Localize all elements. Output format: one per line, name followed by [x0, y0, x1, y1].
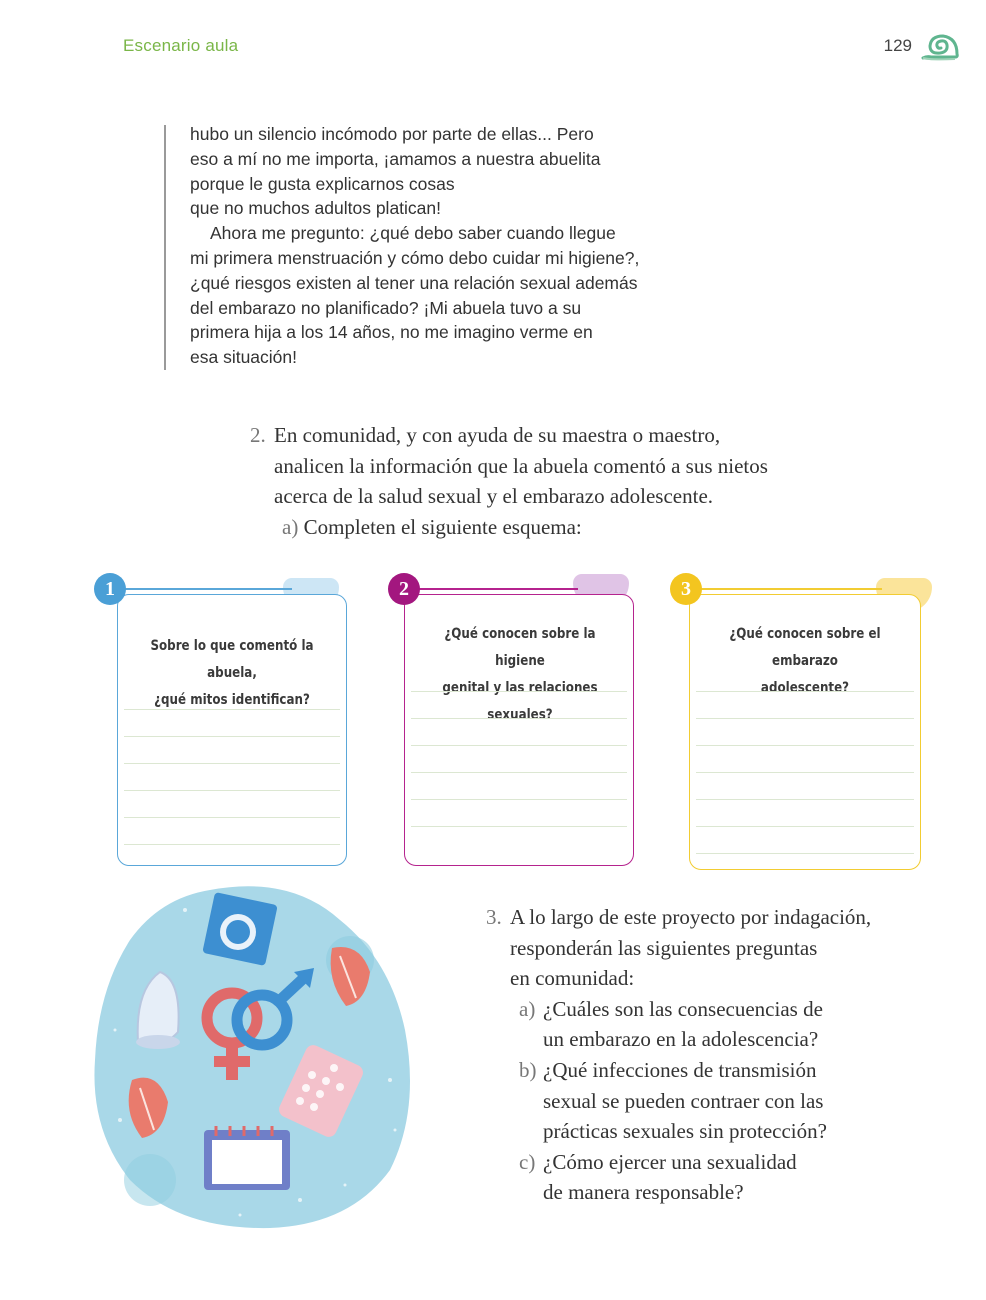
calendar-icon — [204, 1126, 290, 1190]
question-line: ¿Qué infecciones de transmisión — [543, 1057, 817, 1082]
card-question-line: Sobre lo que comentó la abuela, — [150, 638, 314, 681]
card-connector — [418, 588, 578, 590]
quote-line: Ahora me pregunto: ¿qué debo saber cuando llegue — [210, 223, 616, 244]
activity-line: En comunidad, y con ayuda de su maestra o maestro, — [274, 423, 721, 447]
question-a — [519, 994, 906, 1055]
quote-line: mi primera menstruación y cómo debo cuidar mi higiene?, — [190, 247, 640, 268]
quote-line: eso a mí no me importa, ¡amamos a nuestra abuelita — [190, 148, 601, 169]
card-question-line: ¿Qué conocen sobre la higiene — [444, 626, 596, 669]
condom-package-icon — [202, 892, 277, 966]
card-number-badge: 2 — [388, 573, 420, 605]
quote-line: que no muchos adultos platican! — [190, 198, 441, 219]
quote-text — [190, 122, 660, 370]
sub-letter: a) — [282, 514, 299, 539]
card-number-badge: 3 — [670, 573, 702, 605]
activity-3 — [486, 902, 906, 1208]
question-c — [519, 1147, 906, 1208]
question-line: ¿Cómo ejercer una sexualidad — [543, 1149, 797, 1174]
scheme-card-2 — [404, 594, 634, 866]
activity-line: A lo largo de este proyecto por indagación, — [510, 905, 872, 929]
section-title: Escenario aula — [123, 36, 239, 55]
activity-number: 2. — [250, 423, 266, 447]
card-question-line: genital y las relaciones sexuales? — [442, 680, 598, 723]
answer-lines[interactable] — [696, 665, 914, 854]
card-connector — [700, 588, 882, 590]
quote-line: hubo un silencio incómodo por parte de ellas... Pero — [190, 124, 594, 144]
card-question-line: ¿Qué conocen sobre el embarazo — [729, 626, 881, 669]
answer-lines[interactable] — [411, 665, 627, 827]
card-question-line: adolescente? — [760, 680, 850, 696]
quote-bar — [164, 125, 166, 370]
activity-line: responderán las siguientes preguntas — [510, 935, 818, 960]
question-letter: c) — [519, 1149, 536, 1174]
sub-text: Completen el siguiente esquema: — [303, 514, 582, 539]
question-line: de manera responsable? — [543, 1180, 744, 1205]
scheme-card-1 — [117, 594, 347, 866]
quote-line: del embarazo no planificado? ¡Mi abuela tuvo a su — [190, 297, 582, 318]
page-number: 129 — [883, 36, 912, 55]
question-line: un embarazo en la adolescencia? — [543, 1027, 819, 1052]
activity-line: analicen la información que la abuela comentó a sus nietos — [274, 453, 768, 478]
quote-line: ¿qué riesgos existen al tener una relación sexual además — [190, 272, 638, 293]
question-line: sexual se pueden contraer con las — [543, 1088, 824, 1113]
question-line: ¿Cuáles son las consecuencias de — [543, 996, 823, 1021]
question-letter: b) — [519, 1057, 537, 1082]
scheme-card-3 — [689, 594, 921, 870]
quote-line: esa situación! — [190, 347, 298, 368]
quote-line: primera hija a los 14 años, no me imagino verme en — [190, 322, 593, 343]
sexual-health-illustration — [90, 880, 420, 1230]
question-letter: a) — [519, 996, 536, 1021]
answer-lines[interactable] — [124, 683, 340, 845]
quote-line: porque le gusta explicarnos cosas — [190, 173, 455, 194]
card-connector — [124, 588, 292, 590]
question-line: prácticas sexuales sin protección? — [543, 1119, 827, 1144]
activity-2 — [250, 420, 810, 542]
card-number-badge: 1 — [94, 573, 126, 605]
card-question-line: ¿qué mitos identifican? — [154, 692, 310, 708]
activity-number: 3. — [486, 905, 502, 929]
activity-line: acerca de la salud sexual y el embarazo adolescente. — [274, 484, 714, 508]
snail-logo-icon — [921, 30, 959, 62]
question-b — [519, 1055, 906, 1147]
activity-line: en comunidad: — [510, 966, 635, 991]
